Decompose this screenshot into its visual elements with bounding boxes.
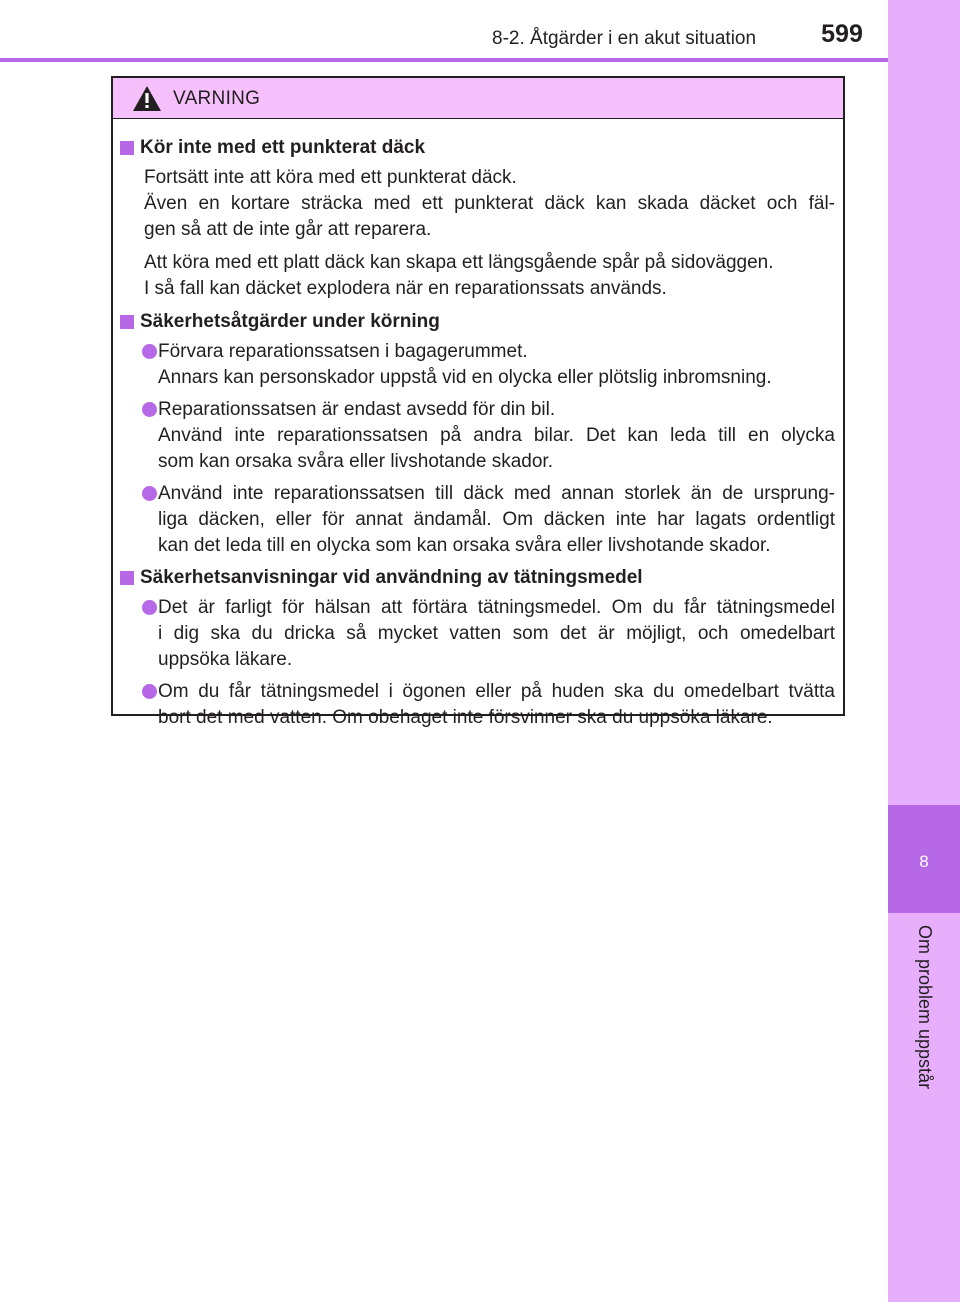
section-heading xyxy=(120,565,835,591)
square-bullet-icon xyxy=(120,315,134,329)
round-bullet-icon xyxy=(142,486,157,501)
text-line: Använd inte reparationssatsen till däck med annan storlek än de ursprung- xyxy=(158,483,835,504)
side-tab xyxy=(888,0,960,1302)
text-line: kan det leda till en olycka som kan orsaka svåra eller livshotande skador. xyxy=(158,535,771,556)
text-line: I så fall kan däcket explodera när en reparationssats används. xyxy=(144,278,667,299)
text-line: Annars kan personskador uppstå vid en olycka eller plötslig inbromsning. xyxy=(158,367,772,388)
list-item xyxy=(120,339,835,391)
round-bullet-icon xyxy=(142,684,157,699)
header-rule xyxy=(0,58,888,62)
square-bullet-icon xyxy=(120,141,134,155)
warning-box xyxy=(111,76,845,728)
paragraph xyxy=(144,165,835,243)
text-line: i dig ska du dricka så mycket vatten som det är möjligt, och omedelbart xyxy=(158,623,835,644)
list-item xyxy=(120,595,835,673)
text-line: uppsöka läkare. xyxy=(158,649,293,670)
section-heading-text: Säkerhetsåtgärder under körning xyxy=(140,311,440,332)
text-line: Fortsätt inte att köra med ett punkterat däck. xyxy=(144,167,517,188)
square-bullet-icon xyxy=(120,571,134,585)
text-line: Att köra med ett platt däck kan skapa ett längsgående spår på sidoväggen. xyxy=(144,252,774,273)
section-heading-text: Kör inte med ett punkterat däck xyxy=(140,137,426,158)
chapter-title: Om problem uppstår xyxy=(915,925,935,1090)
text-line: bort det med vatten. Om obehaget inte försvinner ska du uppsöka läkare. xyxy=(158,707,773,728)
section-heading xyxy=(120,309,835,335)
round-bullet-icon xyxy=(142,344,157,359)
warning-triangle-icon xyxy=(132,85,162,112)
round-bullet-icon xyxy=(142,600,157,615)
warning-header xyxy=(113,78,843,119)
list-item xyxy=(120,481,835,559)
text-line: Även en kortare sträcka med ett punkterat däck kan skada däcket och fäl- xyxy=(144,193,835,214)
page-number: 599 xyxy=(821,20,863,48)
text-line: Reparationssatsen är endast avsedd för din bil. xyxy=(158,399,556,420)
list-item xyxy=(120,397,835,475)
text-line: gen så att de inte går att reparera. xyxy=(144,219,432,240)
text-line: liga däcken, eller för annat ändamål. Om däcken inte har lagats ordentligt xyxy=(158,509,835,530)
section-title: 8-2. Åtgärder i en akut situation xyxy=(492,28,757,49)
paragraph xyxy=(144,250,835,302)
text-line: Använd inte reparationssatsen på andra bilar. Det kan leda till en olycka xyxy=(158,425,835,446)
warning-body xyxy=(113,119,843,731)
warning-title: VARNING xyxy=(173,88,261,109)
text-line: Om du får tätningsmedel i ögonen eller på huden ska du omedelbart tvätta xyxy=(158,681,835,702)
round-bullet-icon xyxy=(142,402,157,417)
chapter-number: 8 xyxy=(919,852,929,871)
section-heading-text: Säkerhetsanvisningar vid användning av tätningsmedel xyxy=(140,567,643,588)
text-line: Det är farligt för hälsan att förtära tätningsmedel. Om du får tätningsmedel xyxy=(158,597,835,618)
list-item xyxy=(120,679,835,731)
section-heading xyxy=(120,135,835,161)
text-line: Förvara reparationssatsen i bagagerummet. xyxy=(158,341,528,362)
text-line: som kan orsaka svåra eller livshotande skador. xyxy=(158,451,553,472)
